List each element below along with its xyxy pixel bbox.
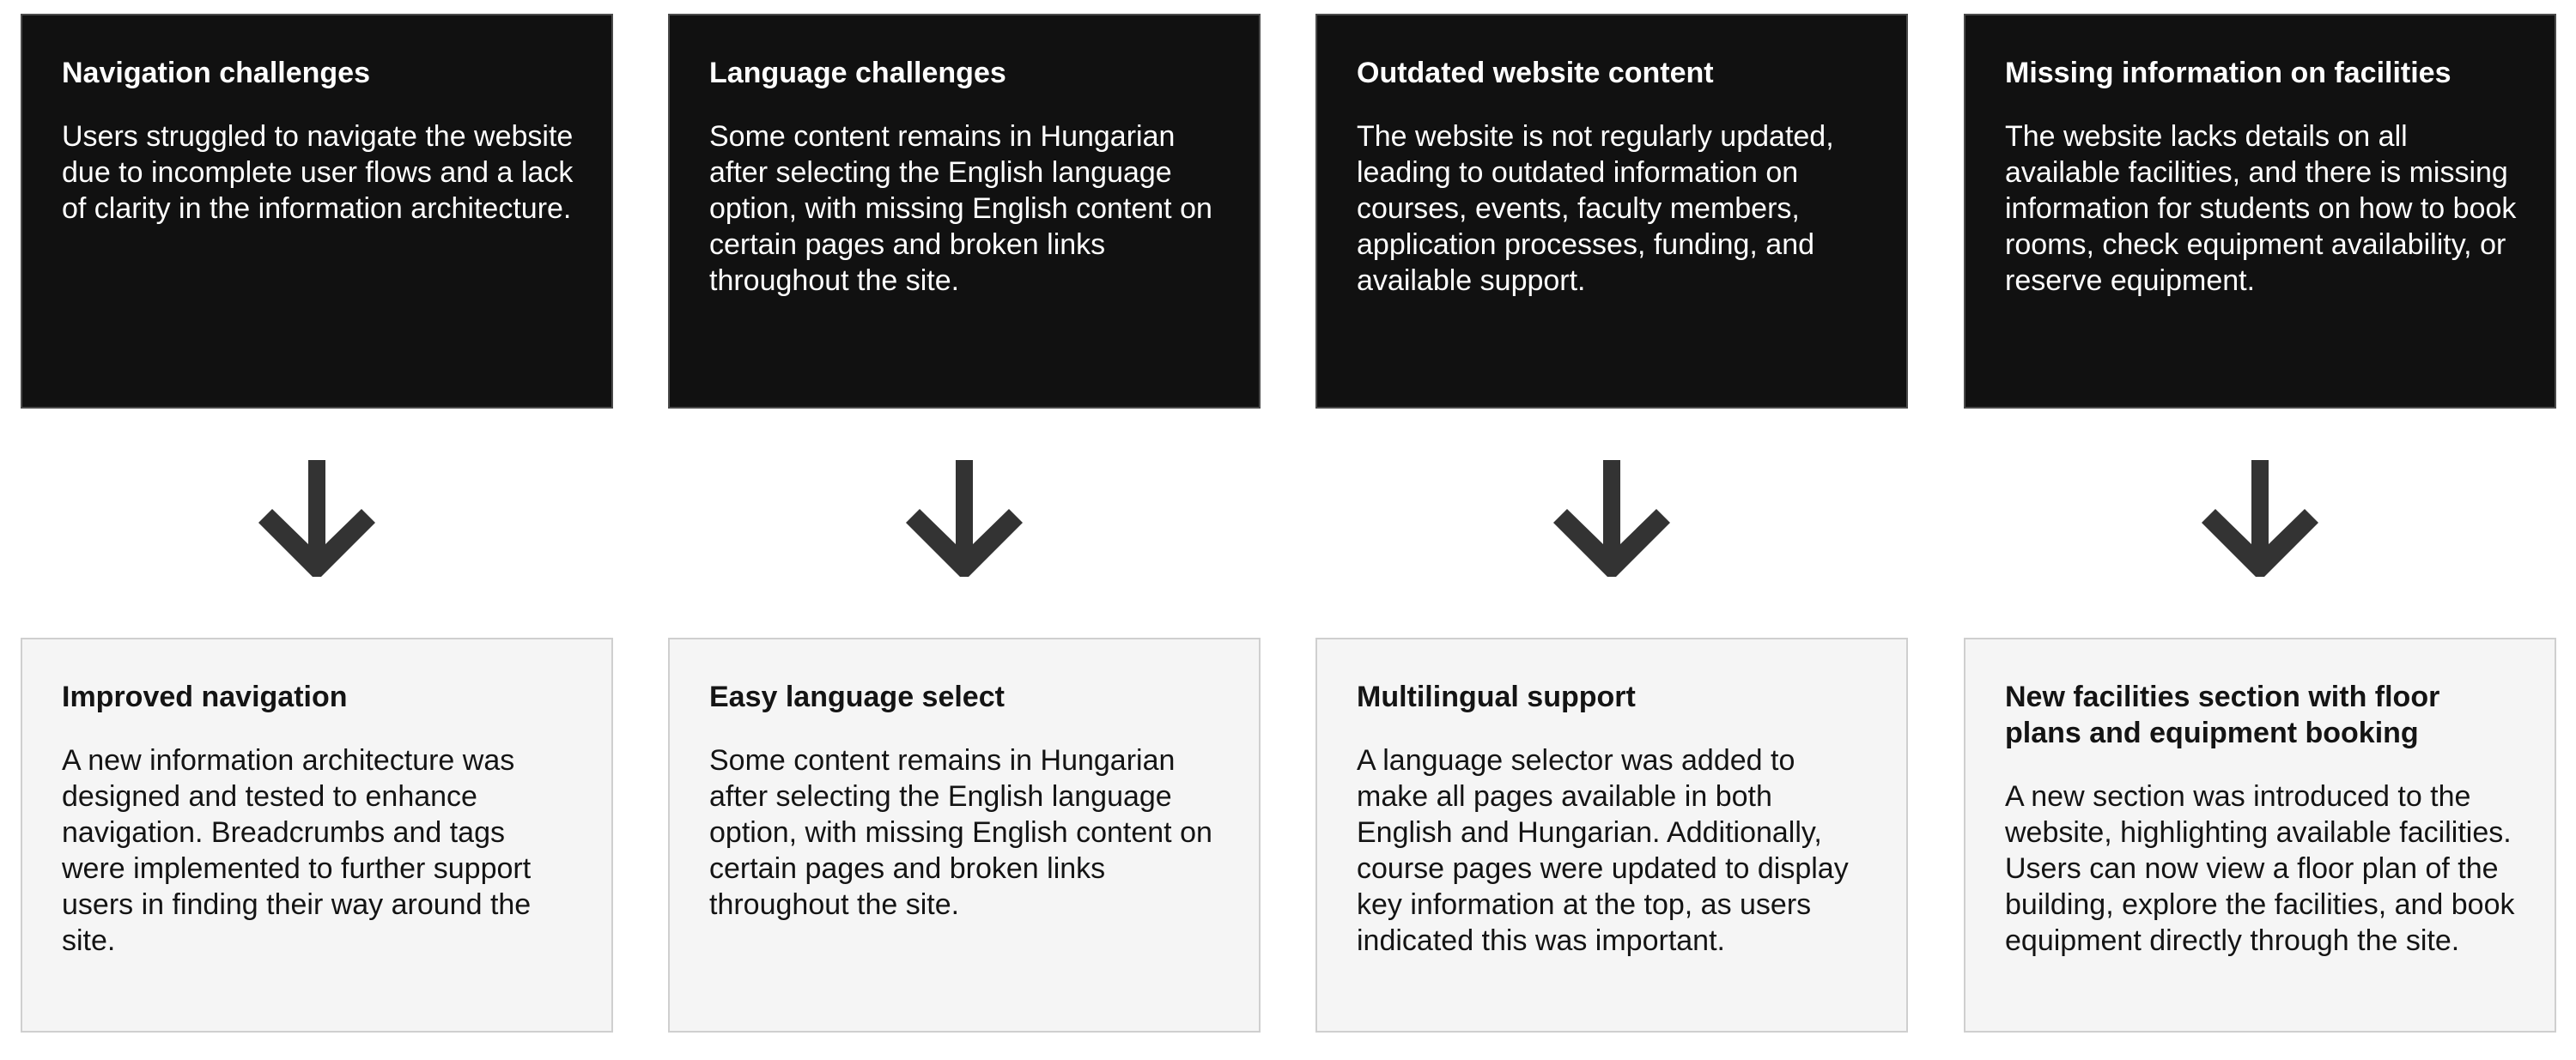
arrow-down-icon xyxy=(1964,460,2556,587)
column-navigation xyxy=(21,0,613,1060)
solution-title: New facilities section with floor plans and equipment booking xyxy=(2005,681,2440,749)
arrow-down-icon xyxy=(1315,460,1908,587)
solution-title: Easy language select xyxy=(709,681,1005,713)
solution-card xyxy=(668,638,1261,1033)
column-facilities xyxy=(1964,0,2556,1060)
problem-title: Missing information on facilities xyxy=(2005,57,2451,89)
problem-card xyxy=(1964,14,2556,409)
problem-title: Navigation challenges xyxy=(62,57,370,89)
problem-title: Outdated website content xyxy=(1357,57,1714,89)
column-language xyxy=(668,0,1261,1060)
solution-description: A new section was introduced to the website, highlighting available facilities. Users can now view a floor plan of the building, explore the facilities, and book equipment directly through the site. xyxy=(2005,780,2515,957)
arrow-down-icon xyxy=(21,460,613,587)
solution-card xyxy=(1964,638,2556,1033)
problem-description: The website is not regularly updated, leading to outdated information on courses, events, faculty members, application processes, funding, and available support. xyxy=(1357,120,1834,297)
solution-description: A language selector was added to make all pages available in both English and Hungarian. Additionally, course pages were updated to display key information at the top, as users indicated this was important. xyxy=(1357,744,1849,957)
problem-description: Users struggled to navigate the website due to incomplete user flows and a lack of clarity in the information architecture. xyxy=(62,120,574,225)
problem-title: Language challenges xyxy=(709,57,1006,89)
problem-card xyxy=(21,14,613,409)
solution-description: A new information architecture was designed and tested to enhance navigation. Breadcrumbs and tags were implemented to further support users in finding their way around the site. xyxy=(62,744,532,957)
solution-title: Improved navigation xyxy=(62,681,348,713)
arrow-down-icon xyxy=(668,460,1261,587)
column-content xyxy=(1315,0,1908,1060)
solution-description: Some content remains in Hungarian after selecting the English language option, with missing English content on certain pages and broken links throughout the site. xyxy=(709,744,1212,921)
solution-card xyxy=(21,638,613,1033)
solution-card xyxy=(1315,638,1908,1033)
problem-description: Some content remains in Hungarian after selecting the English language option, with missing English content on certain pages and broken links throughout the site. xyxy=(709,120,1212,297)
problem-card xyxy=(668,14,1261,409)
problem-description: The website lacks details on all available facilities, and there is missing information for students on how to book rooms, check equipment availability, or reserve equipment. xyxy=(2005,120,2517,297)
solution-title: Multilingual support xyxy=(1357,681,1636,713)
problem-card xyxy=(1315,14,1908,409)
